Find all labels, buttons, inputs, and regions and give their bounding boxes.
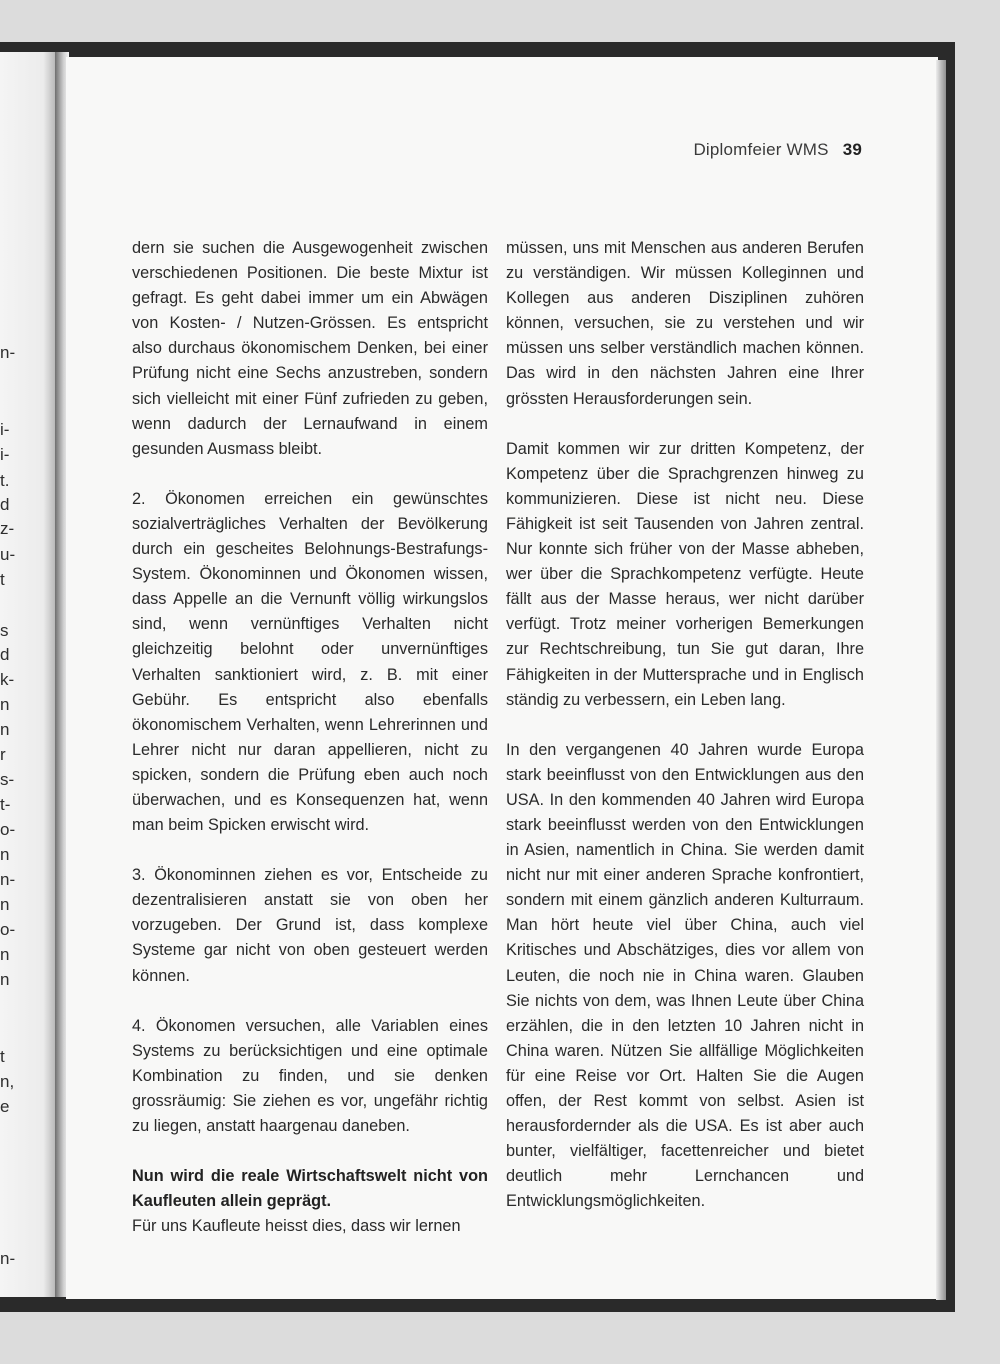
- left-page-fragment: s-: [0, 770, 15, 789]
- section-heading: Nun wird die reale Wirtschaftswelt nicht von Kaufleuten allein geprägt.: [132, 1167, 488, 1211]
- paragraph: In den vergangenen 40 Jahren wurde Europa stark beeinflusst von den Entwicklungen aus den USA. In den kommenden 40 Jahren wird Europa stark beeinflusst werden von den Entwicklungen in Asien, namentlich in China. Sie werden damit nicht nur mit einer anderen Sprache konfrontiert, sondern mit einem gänzlich anderen Kulturraum. Man hört heute viel über China, auch viel Kritisches und Abschätziges, dies vor allem von Leuten, die noch nie in China waren. Glauben Sie nichts von dem, was Ihnen Leute über China erzählen, die in den letzten 10 Jahren nicht in China waren. Nützen Sie allfällige Möglichkeiten für eine Reise vor Ort. Halten Sie die Augen offen, der Rest kommt von selbst. Asien ist herausfordernder als die USA. Es ist aber auch bunter, vielfältiger, facettenreicher und bietet deutlich mehr Lernchancen und Entwicklungsmöglichkeiten.: [506, 740, 864, 1211]
- left-page-fragment: n-: [0, 870, 16, 889]
- paragraph: dern sie suchen die Ausgewogenheit zwischen verschiedenen Positionen. Die beste Mixtur ist gefragt. Es geht dabei immer um ein Abwägen von Kosten- / Nutzen-Grössen. Es entspricht also durchaus ökonomischem Denken, bei einer Prüfung nicht eine Sechs anzustreben, sondern sich vielleicht mit einer Fünf zufrieden zu geben, wenn dadurch der Lernaufwand in einem gesunden Ausmass bleibt.: [132, 239, 488, 458]
- left-page-fragment: n,: [0, 1072, 15, 1091]
- left-page-fragment: n: [0, 720, 10, 739]
- paragraph: 4. Ökonomen versuchen, alle Variablen eines Systems zu berücksichtigen und eine optimale Kombination zu finden, und sie denken grossräumig: Sie ziehen es vor, ungefähr richtig zu liegen, anstatt haargenau daneben.: [132, 1016, 488, 1135]
- paragraph: 2. Ökonomen erreichen ein gewünschtes sozialverträgliches Verhalten der Bevölkerung durch ein gescheites Belohnungs-Bestrafungs-System. Ökonominnen und Ökonomen wissen, dass Appelle an die Vernunft völlig wirkungslos sind, wenn vernünftiges Verhalten nicht gleichzeitig belohnt oder unvernünftiges Verhalten sanktioniert wird, z. B. mit einer Gebühr. Es entspricht also ebenfalls ökonomischem Verhalten, wenn Lehrerinnen und Lehrer nicht nur daran appellieren, nicht zu spicken, sondern die Prüfung eben auch noch überwachen, und es Konsequenzen hat, wenn man beim Spicken erwischt wird.: [132, 489, 488, 835]
- paragraph: Damit kommen wir zur dritten Kompetenz, der Kompetenz über die Sprachgrenzen hinweg zu kommunizieren. Diese ist nicht neu. Diese Fähigkeit ist seit Tausenden von Jahren zentral. Nur konnte sich früher von der Masse abheben, wer über die Sprachkompetenz verfügte. Heute fällt aus der Masse heraus, wer nicht darüber verfügt. Trotz meiner vorherigen Bemerkungen zur Rechtschreibung, tun Sie gut daran, Ihre Fähigkeiten in der Muttersprache und in Englisch ständig zu verbessern, ein Leben lang.: [506, 439, 864, 709]
- left-page-fragment: s: [0, 621, 9, 640]
- left-page-fragment: n: [0, 695, 10, 714]
- left-page-fragment: t: [0, 1047, 5, 1066]
- running-header: [600, 140, 862, 160]
- left-page-fragment: u-: [0, 545, 16, 564]
- left-page-fragment: z-: [0, 519, 15, 538]
- left-page-fragment: d: [0, 495, 10, 514]
- left-page-fragment: n-: [0, 343, 16, 362]
- page-number: 39: [842, 140, 862, 159]
- left-page-fragment: i-: [0, 445, 10, 464]
- paragraph: Für uns Kaufleute heisst dies, dass wir lernen: [132, 1217, 461, 1236]
- left-page-fragment: n: [0, 945, 10, 964]
- left-page-fragment: t.: [0, 471, 10, 490]
- paragraph: müssen, uns mit Menschen aus anderen Berufen zu verständigen. Wir müssen Kolleginnen und Kollegen aus anderen Disziplinen zuhören können, versuchen, sie zu verstehen und wir müssen uns selber verständlich machen können. Das wird in den nächsten Jahren eine Ihrer grössten Herausforderungen sein.: [506, 239, 864, 408]
- paragraph: 3. Ökonominnen ziehen es vor, Entscheide zu dezentralisieren anstatt sie von oben her vorzugeben. Der Grund ist, dass komplexe Systeme gar nicht von oben gesteuert werden können.: [132, 866, 488, 985]
- header-title: Diplomfeier WMS: [693, 140, 829, 159]
- left-page-edge: [0, 52, 62, 1297]
- text-column-left: [132, 236, 488, 1239]
- left-page-fragment: n: [0, 970, 10, 989]
- left-page-fragment: r: [0, 745, 6, 764]
- left-page-fragment: i-: [0, 420, 10, 439]
- left-page-fragment: o-: [0, 820, 16, 839]
- left-page-fragment: n-: [0, 1249, 16, 1268]
- left-page-fragment: t-: [0, 795, 11, 814]
- left-page-fragment: n: [0, 845, 10, 864]
- left-page-fragment: t: [0, 570, 5, 589]
- left-page-fragment: k-: [0, 670, 15, 689]
- page-edge: [936, 60, 946, 1300]
- left-page-fragment: o-: [0, 920, 16, 939]
- left-page-fragment: e: [0, 1097, 10, 1116]
- text-column-right: [506, 236, 864, 1214]
- left-page-fragment: d: [0, 645, 10, 664]
- left-page-fragment: n: [0, 895, 10, 914]
